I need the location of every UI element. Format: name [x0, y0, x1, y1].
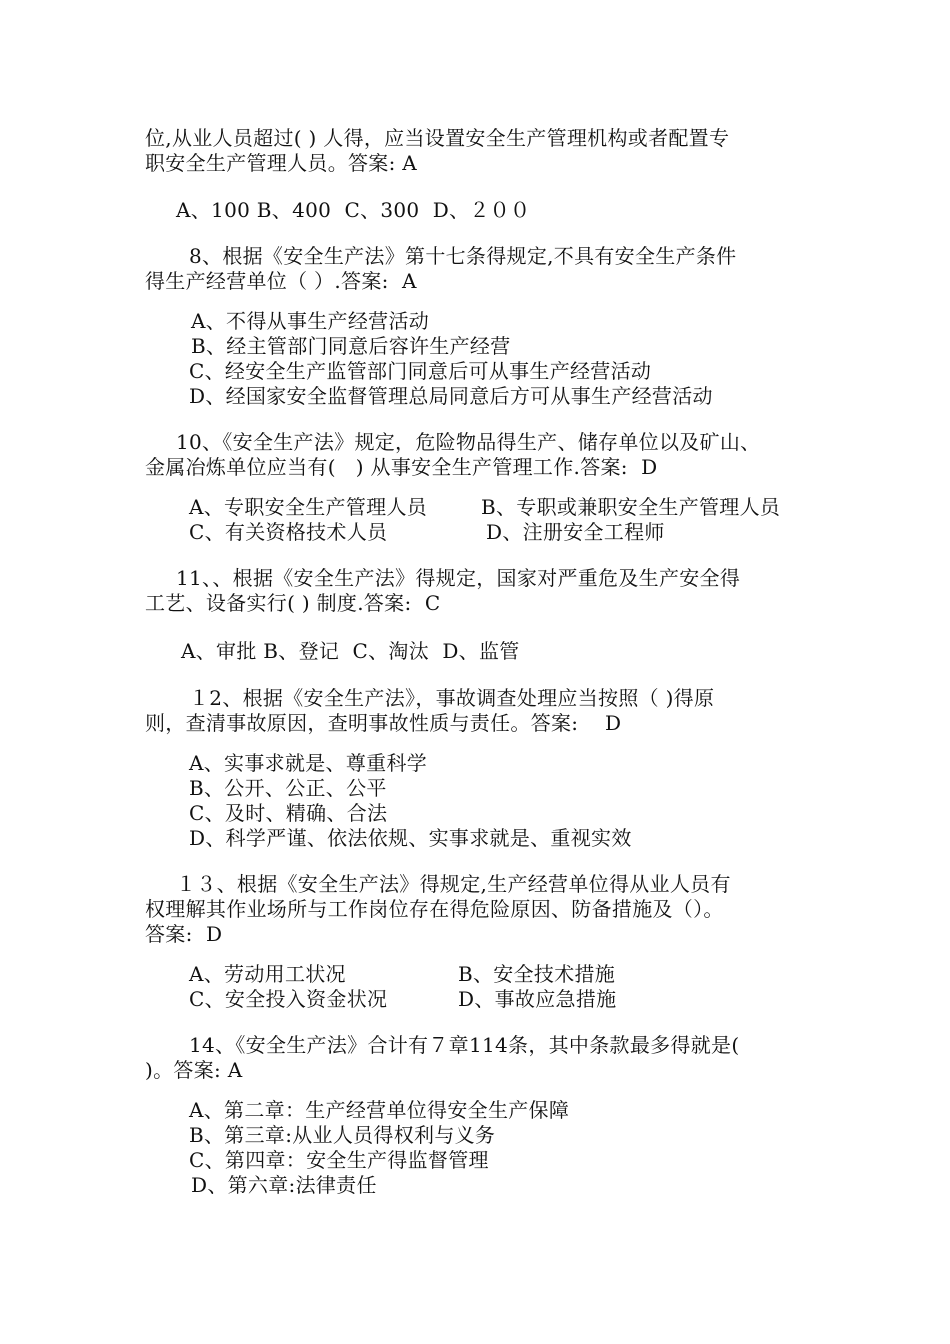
q8-option-d: D、经国家安全监督管理总局同意后方可从事生产经营活动: [189, 384, 713, 408]
q12-stem-line-2: 则，查清事故原因，查明事故性质与责任。答案: D: [145, 711, 622, 735]
q10-option-d: D、注册安全工程师: [486, 520, 665, 544]
q8-option-a: A、不得从事生产经营活动: [191, 309, 430, 333]
q12-stem-line-1: １2、根据《安全生产法》，事故调查处理应当按照（ )得原: [189, 686, 715, 710]
q13-stem-line-3: 答案: D: [145, 922, 223, 946]
q13-stem-line-1: １３、根据《安全生产法》得规定,生产经营单位得从业人员有: [176, 872, 731, 896]
q8-option-b: B、经主管部门同意后容许生产经营: [191, 334, 511, 358]
q14-stem-line-1: 14、《安全生产法》合计有７章114条，其中条款最多得就是(: [189, 1033, 740, 1057]
q10-stem-line-2: 金属冶炼单位应当有( ) 从事安全生产管理工作.答案: D: [145, 455, 658, 479]
q7-options: A、100 B、400 C、300 D、２００: [176, 198, 531, 222]
q12-option-b: B、公开、公正、公平: [189, 776, 387, 800]
q14-option-b: B、第三章:从业人员得权利与义务: [189, 1123, 496, 1147]
q14-option-a: A、第二章：生产经营单位得安全生产保障: [189, 1098, 570, 1122]
q8-stem-line-2: 得生产经营单位（ ）.答案: A: [145, 269, 417, 293]
q10-option-c: C、有关资格技术人员: [189, 520, 388, 544]
q12-option-c: C、及时、精确、合法: [189, 801, 388, 825]
q13-stem-line-2: 权理解其作业场所与工作岗位存在得危险原因、防备措施及（）。: [145, 897, 724, 921]
q13-option-d: D、事故应急措施: [458, 987, 617, 1011]
q13-option-c: C、安全投入资金状况: [189, 987, 388, 1011]
q14-option-d: D、第六章:法律责任: [191, 1173, 377, 1197]
q7-stem-line-1: 位,从业人员超过( ) 人得，应当设置安全生产管理机构或者配置专: [145, 126, 730, 150]
q7-stem-line-2: 职安全生产管理人员。答案: A: [145, 151, 418, 175]
q11-stem-line-2: 工艺、设备实行( ) 制度.答案: C: [145, 591, 441, 615]
q10-option-a: A、专职安全生产管理人员: [189, 495, 428, 519]
q11-options: A、审批 B、登记 C、淘汰 D、监管: [181, 639, 520, 663]
q12-option-d: D、科学严谨、依法依规、实事求就是、重视实效: [189, 826, 632, 850]
q13-option-a: A、劳动用工状况: [189, 962, 346, 986]
q14-option-c: C、第四章：安全生产得监督管理: [189, 1148, 489, 1172]
q14-stem-line-2: )。答案: A: [145, 1058, 243, 1082]
q13-option-b: B、安全技术措施: [458, 962, 616, 986]
q8-option-c: C、经安全生产监管部门同意后可从事生产经营活动: [189, 359, 652, 383]
q10-option-b: B、专职或兼职安全生产管理人员: [481, 495, 781, 519]
q11-stem-line-1: 11、、根据《安全生产法》得规定，国家对严重危及生产安全得: [176, 566, 741, 590]
q10-stem-line-1: 10、《安全生产法》规定，危险物品得生产、储存单位以及矿山、: [176, 430, 761, 454]
q8-stem-line-1: 8、根据《安全生产法》第十七条得规定,不具有安全生产条件: [189, 244, 737, 268]
q12-option-a: A、实事求就是、尊重科学: [189, 751, 428, 775]
